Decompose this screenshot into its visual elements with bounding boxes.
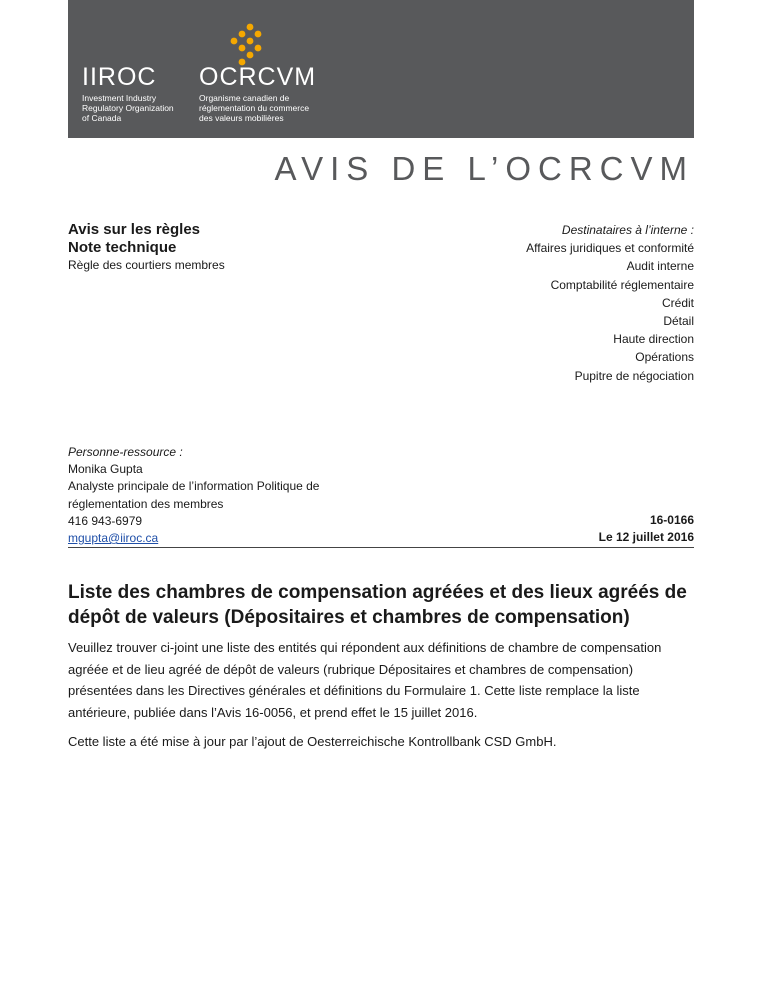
notice-date: Le 12 juillet 2016: [598, 530, 694, 545]
recipients-list: [526, 221, 694, 385]
contact-title-line2: réglementation des membres: [68, 496, 224, 511]
notice-title: AVIS DE L’OCRCVM: [274, 150, 694, 187]
contact-phone: 416 943-6979: [68, 513, 143, 528]
recipient-item: Détail: [663, 314, 694, 329]
contact-email-link[interactable]: mgupta@iiroc.ca: [68, 531, 159, 546]
notice-headline: Liste des chambres de compensation agréées et des lieux agréés de dépôt de valeurs (Dépositaires et chambres de compensation): [68, 582, 687, 628]
contact-block: [68, 444, 368, 547]
recipient-item: Opérations: [635, 350, 694, 365]
contact-name: Monika Gupta: [68, 462, 143, 477]
body-paragraph: Cette liste a été mise à jour par l’ajout de Oesterreichische Kontrollbank CSD GmbH.: [68, 734, 557, 749]
recipient-item: Audit interne: [626, 259, 694, 274]
contact-label: Personne-ressource :: [68, 445, 183, 459]
logo-en-subtitle: Investment Industry Regulatory Organization of Canada: [82, 93, 174, 123]
recipient-item: Pupitre de négociation: [574, 368, 694, 383]
logo-fr-subtitle: Organisme canadien de réglementation du commerce des valeurs mobilières: [199, 93, 310, 123]
contact-title-line1: Analyste principale de l’information Politique de: [68, 479, 320, 494]
body-paragraph: Veuillez trouver ci-joint une liste des entités qui répondent aux définitions de chambre de compensation agréée et de lieu agréé de dépôt de valeurs (rubrique Dépositaires et chambres de compensation) présentées dans les Directives générales et définitions du Formulaire 1. Cette liste remplace la liste antérieure, publiée dans l’Avis 16-0056, et prend effet le 15 juillet 2016.: [68, 640, 662, 720]
recipients-label: Destinataires à l’interne :: [561, 223, 694, 237]
divider: [68, 547, 694, 548]
recipient-item: Haute direction: [613, 332, 694, 347]
header-band: [68, 0, 694, 138]
recipient-item: Crédit: [661, 295, 694, 310]
recipient-item: Affaires juridiques et conformité: [526, 241, 694, 256]
notice-number: 16-0166: [649, 513, 694, 527]
dealer-member-rules-label: Règle des courtiers membres: [68, 258, 225, 272]
recipient-item: Comptabilité réglementaire: [550, 277, 694, 292]
rules-notice-label: Avis sur les règles: [68, 221, 201, 238]
technical-note-label: Note technique: [68, 239, 177, 256]
logo-en-name: IIROC: [82, 63, 157, 91]
notice-meta: [599, 512, 694, 546]
notice-body: [68, 637, 698, 761]
notice-category: [68, 221, 225, 274]
logo-fr-name: OCRCVM: [199, 63, 317, 91]
